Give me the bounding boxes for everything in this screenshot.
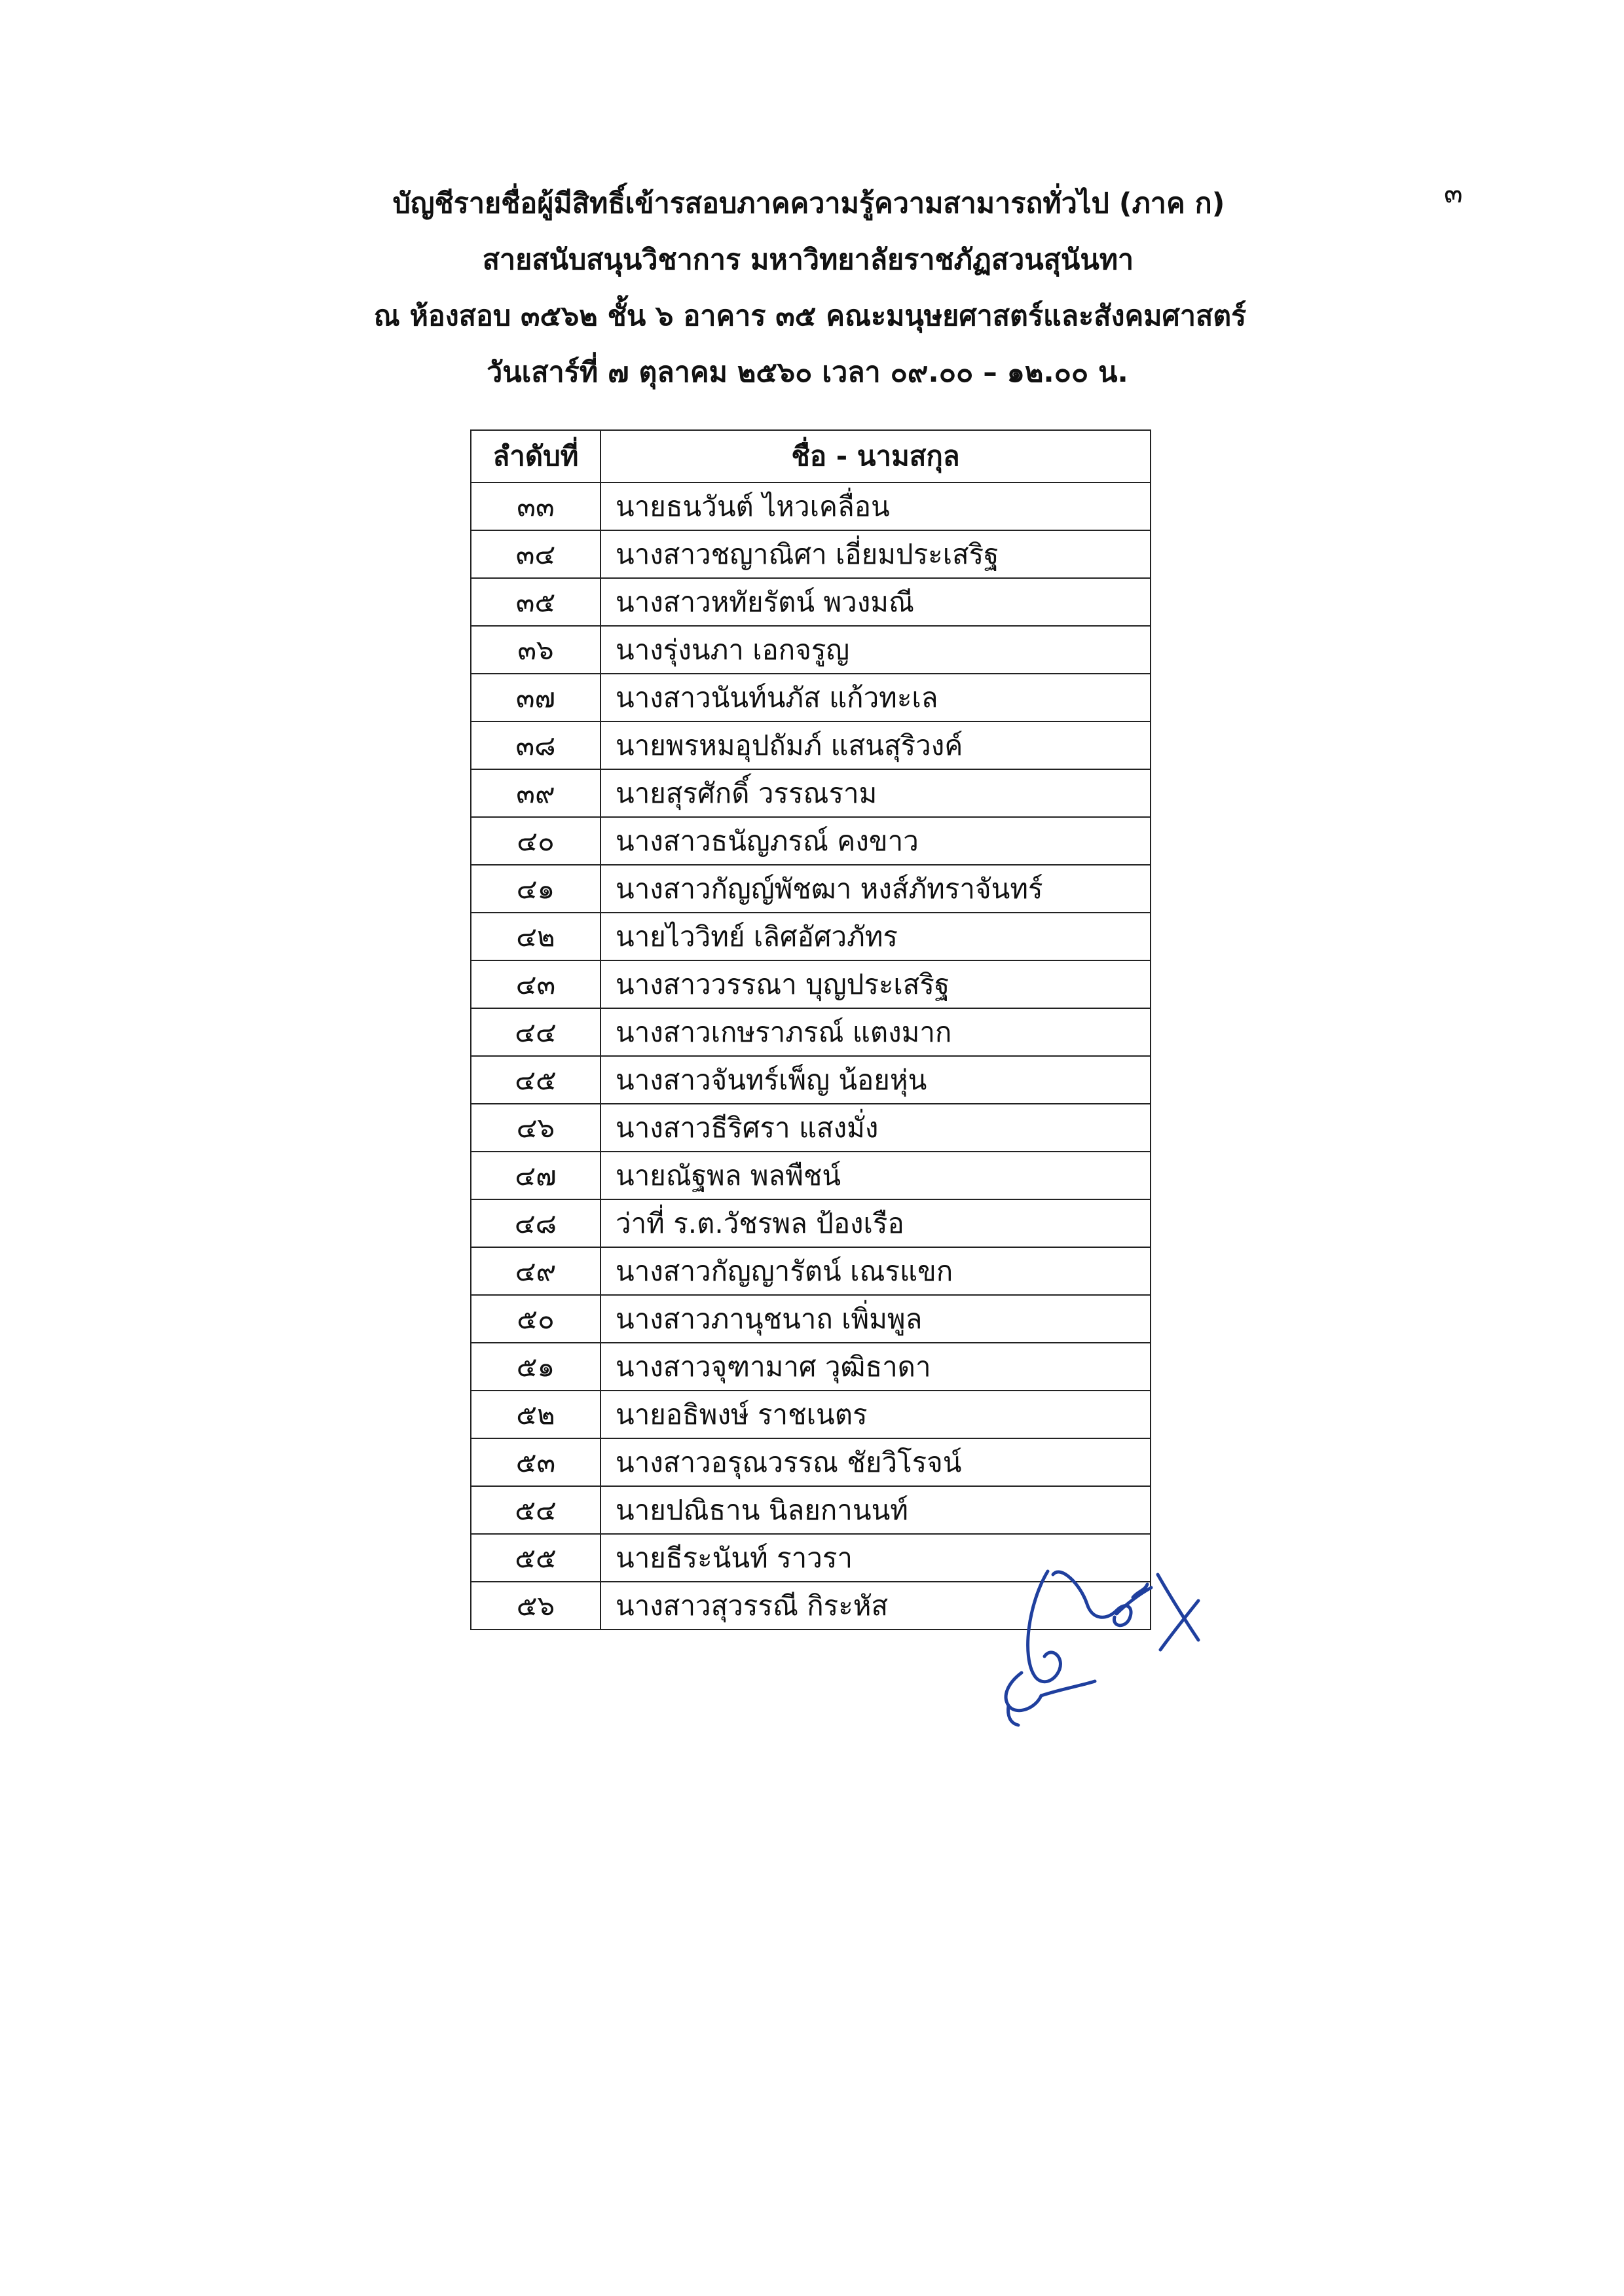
table-row — [471, 578, 1151, 626]
row-number: ๕๑ — [471, 1343, 600, 1391]
header-department: สายสนับสนุนวิชาการ มหาวิทยาลัยราชภัฏสวนสุนันทา — [482, 244, 1134, 276]
header-datetime: วันเสาร์ที่ ๗ ตุลาคม ๒๕๖๐ เวลา ๐๙.๐๐ – ๑๒.๐๐ น. — [487, 356, 1128, 389]
table-row — [471, 530, 1151, 578]
column-header-name: ชื่อ - นามสกุล — [600, 430, 1151, 483]
table-row — [471, 1391, 1151, 1438]
row-number: ๓๔ — [471, 530, 600, 578]
row-number: ๓๘ — [471, 721, 600, 769]
signature-strokes — [1006, 1571, 1198, 1725]
table-row — [471, 960, 1151, 1008]
row-number: ๔๕ — [471, 1056, 600, 1104]
row-name: นายณัฐพล พลพืชน์ — [600, 1152, 1151, 1199]
candidate-table — [470, 429, 1151, 1630]
row-number: ๔๑ — [471, 865, 600, 913]
table-row — [471, 1295, 1151, 1343]
row-name: นายธีระนันท์ ราวรา — [600, 1534, 1151, 1582]
table-row — [471, 865, 1151, 913]
row-name: นายไววิทย์ เลิศอัศวภัทร — [600, 913, 1151, 960]
row-name: นายธนวันต์ ไหวเคลื่อน — [600, 483, 1151, 530]
row-number: ๓๗ — [471, 674, 600, 721]
table-header-row — [471, 430, 1151, 483]
row-number: ๔๔ — [471, 1008, 600, 1056]
row-name: นางสาวนันท์นภัส แก้วทะเล — [600, 674, 1151, 721]
row-name: นางสาวกัญญ์พัชฒา หงส์ภัทราจันทร์ — [600, 865, 1151, 913]
table-row — [471, 1104, 1151, 1152]
row-number: ๓๓ — [471, 483, 600, 530]
table-row — [471, 1438, 1151, 1486]
row-name: นางรุ่งนภา เอกจรูญ — [600, 626, 1151, 674]
row-number: ๔๓ — [471, 960, 600, 1008]
row-name: นายสุรศักดิ์ วรรณราม — [600, 769, 1151, 817]
table-row — [471, 1056, 1151, 1104]
header-location: ณ ห้องสอบ ๓๕๖๒ ชั้น ๖ อาคาร ๓๕ คณะมนุษยศาสตร์และสังคมศาสตร์ — [373, 300, 1247, 333]
table-row — [471, 674, 1151, 721]
row-name: นางสาวธีริศรา แสงมั่ง — [600, 1104, 1151, 1152]
page-number: ๓ — [1444, 177, 1463, 209]
document-header — [0, 175, 1624, 401]
row-number: ๓๕ — [471, 578, 600, 626]
row-number: ๕๕ — [471, 1534, 600, 1582]
row-name: ว่าที่ ร.ต.วัชรพล ป้องเรือ — [600, 1199, 1151, 1247]
row-name: นางสาววรรณา บุญประเสริฐ — [600, 960, 1151, 1008]
row-number: ๕๔ — [471, 1486, 600, 1534]
row-number: ๔๖ — [471, 1104, 600, 1152]
table-row — [471, 817, 1151, 865]
row-name: นางสาวภานุชนาถ เพิ่มพูล — [600, 1295, 1151, 1343]
row-number: ๕๖ — [471, 1582, 600, 1630]
row-number: ๔๐ — [471, 817, 600, 865]
table-row — [471, 769, 1151, 817]
row-number: ๓๙ — [471, 769, 600, 817]
header-title: บัญชีรายชื่อผู้มีสิทธิ์เข้ารสอบภาคความรู้ความสามารถทั่วไป (ภาค ก) — [392, 187, 1225, 220]
row-name: นางสาวอรุณวรรณ ชัยวิโรจน์ — [600, 1438, 1151, 1486]
table-row — [471, 1486, 1151, 1534]
row-name: นายปณิธาน นิลยกานนท์ — [600, 1486, 1151, 1534]
row-number: ๔๗ — [471, 1152, 600, 1199]
table-row — [471, 1008, 1151, 1056]
row-number: ๔๙ — [471, 1247, 600, 1295]
table-row — [471, 1199, 1151, 1247]
row-name: นางสาวจันทร์เพ็ญ น้อยหุ่น — [600, 1056, 1151, 1104]
row-number: ๔๒ — [471, 913, 600, 960]
row-name: นายอธิพงษ์ ราชเนตร — [600, 1391, 1151, 1438]
row-name: นางสาวธนัญภรณ์ คงขาว — [600, 817, 1151, 865]
row-name: นางสาวหทัยรัตน์ พวงมณี — [600, 578, 1151, 626]
table-row — [471, 1247, 1151, 1295]
row-number: ๕๒ — [471, 1391, 600, 1438]
table-row — [471, 626, 1151, 674]
column-header-number: ลำดับที่ — [471, 430, 600, 483]
row-name: นางสาวกัญญารัตน์ เณรแขก — [600, 1247, 1151, 1295]
row-number: ๔๘ — [471, 1199, 600, 1247]
row-name: นางสาวชญาณิศา เอี่ยมประเสริฐ — [600, 530, 1151, 578]
row-number: ๕๐ — [471, 1295, 600, 1343]
table-row — [471, 1152, 1151, 1199]
table-row — [471, 483, 1151, 530]
table-row — [471, 1343, 1151, 1391]
row-name: นางสาวสุวรรณี กิระหัส — [600, 1582, 1151, 1630]
row-name: นางสาวจุฑามาศ วุฒิธาดา — [600, 1343, 1151, 1391]
row-number: ๕๓ — [471, 1438, 600, 1486]
row-name: นายพรหมอุปถัมภ์ แสนสุริวงค์ — [600, 721, 1151, 769]
table-row — [471, 721, 1151, 769]
row-number: ๓๖ — [471, 626, 600, 674]
handwritten-signature — [982, 1558, 1218, 1728]
row-name: นางสาวเกษราภรณ์ แตงมาก — [600, 1008, 1151, 1056]
table-row — [471, 913, 1151, 960]
